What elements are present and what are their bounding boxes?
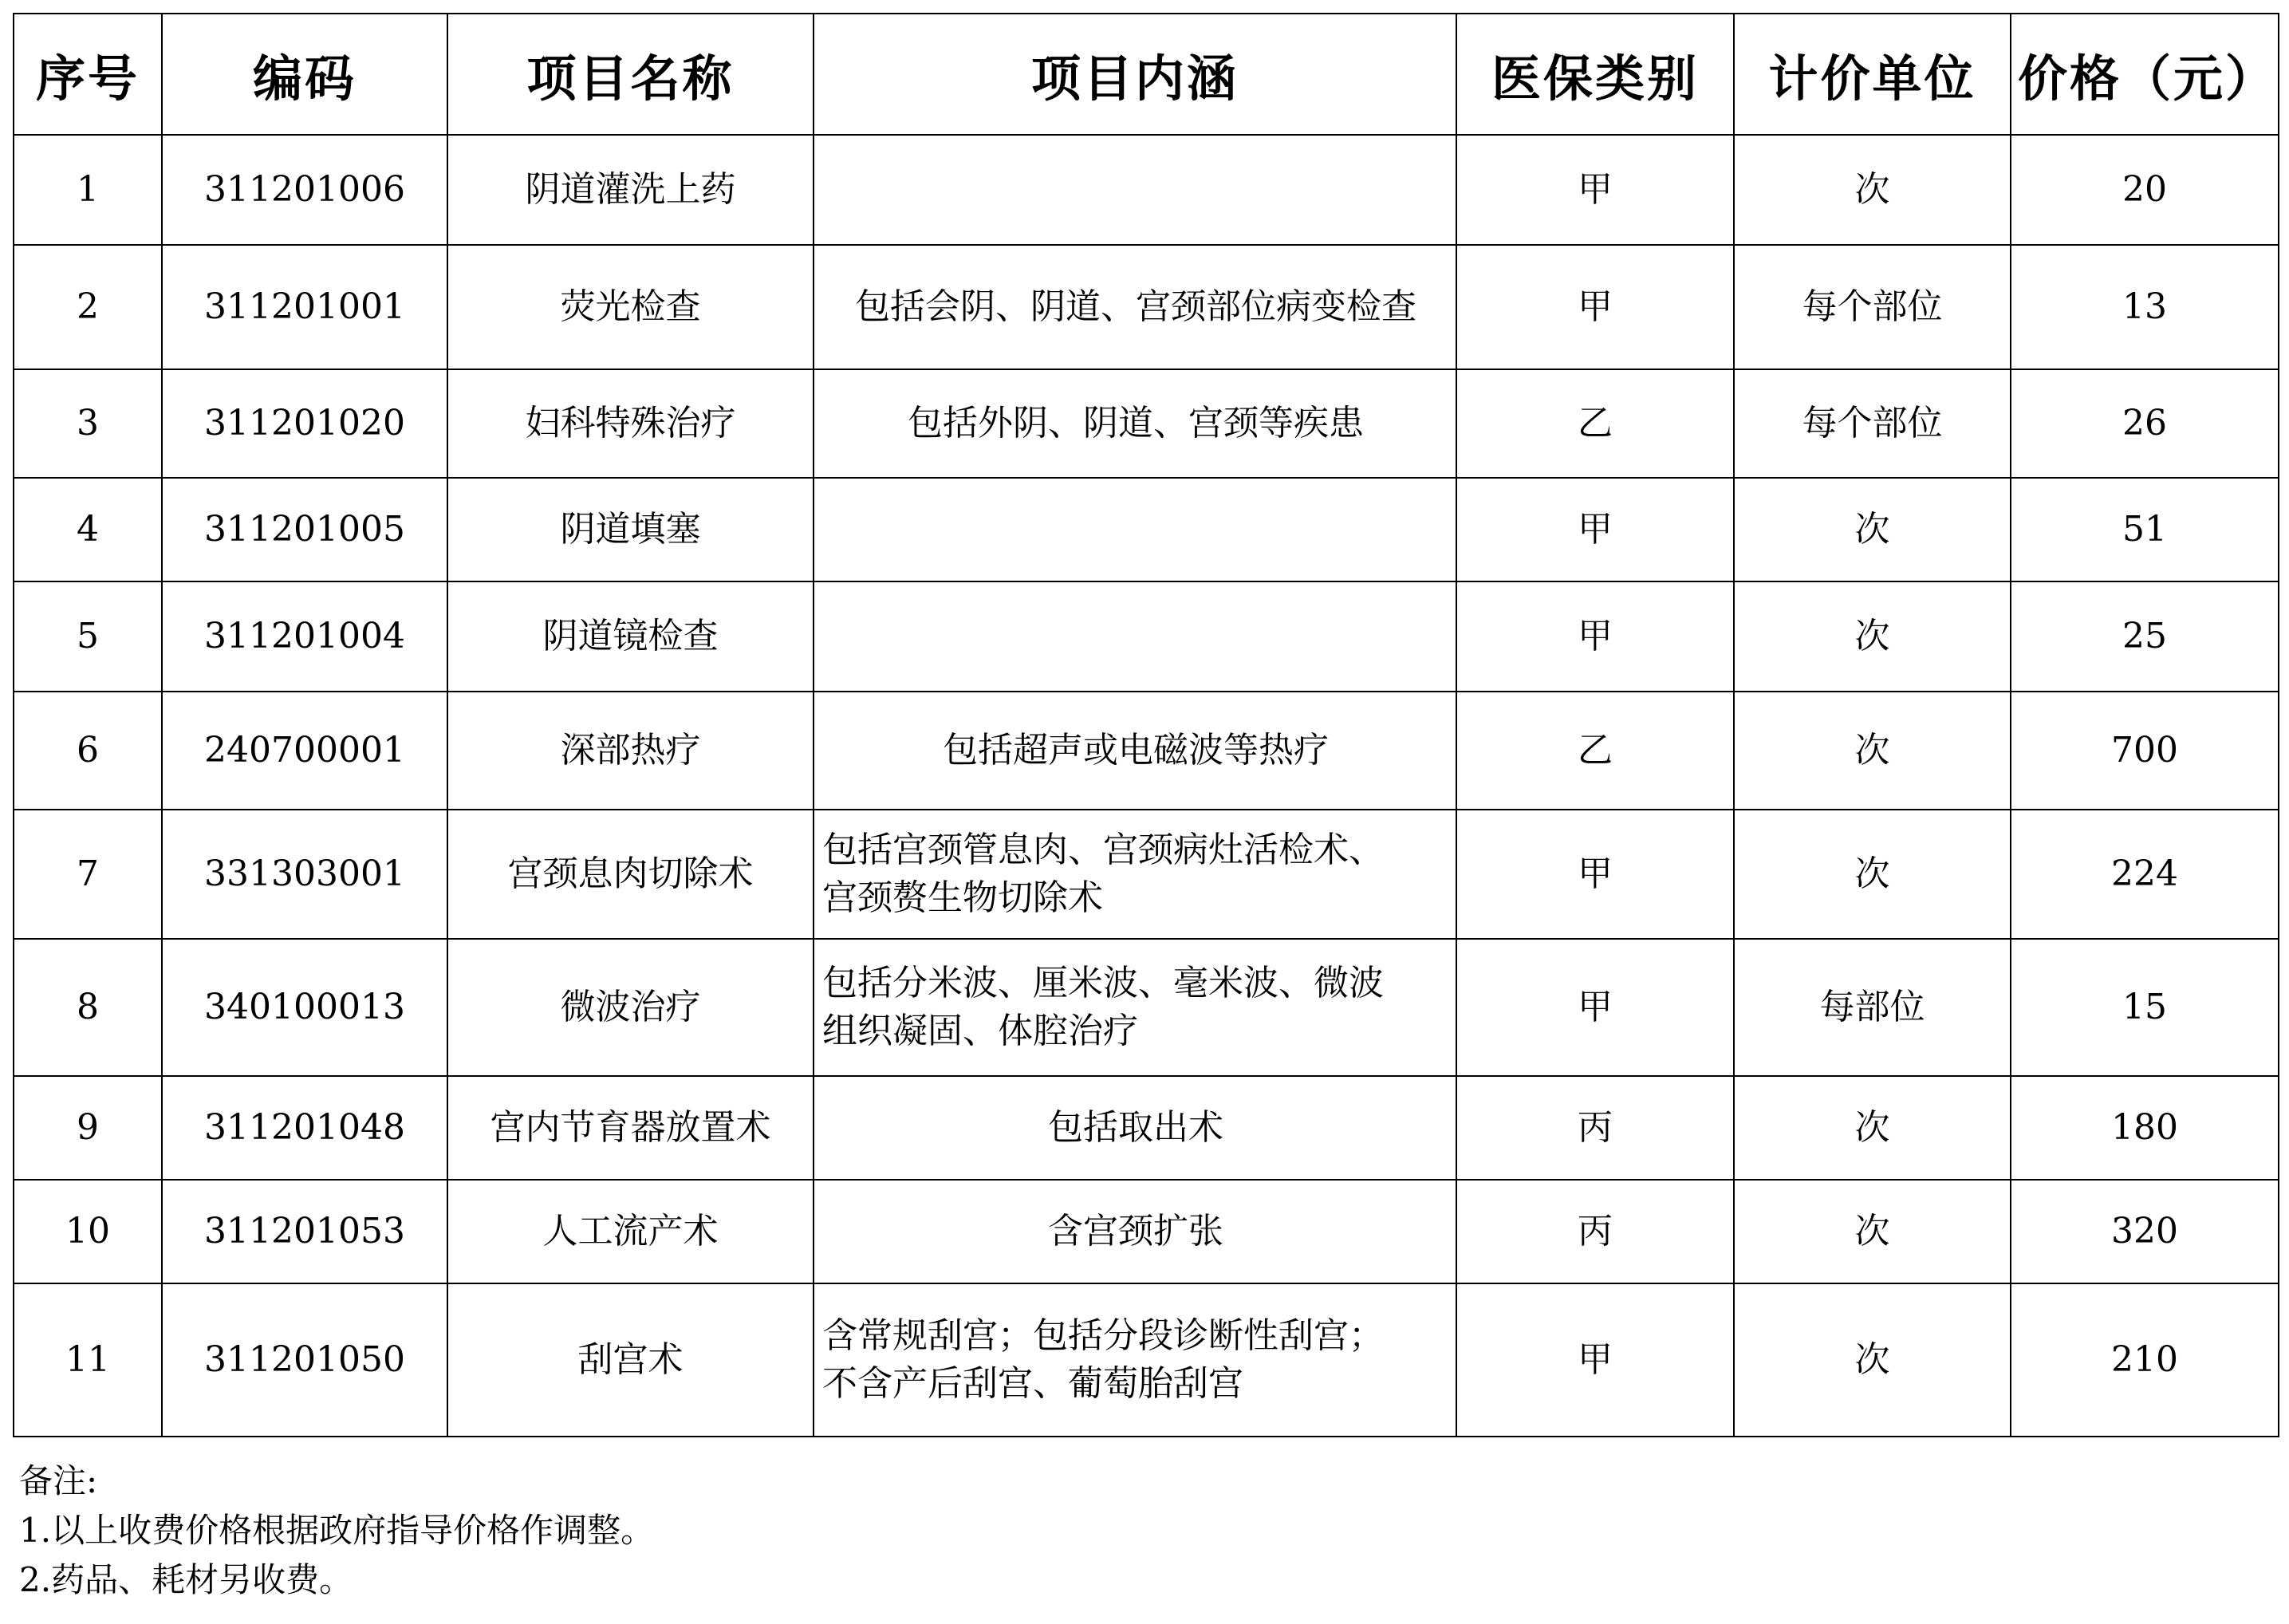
table-row [14, 581, 2279, 692]
cell-insurance-category: 甲 [1456, 810, 1734, 939]
cell-insurance-category: 甲 [1456, 478, 1734, 581]
cell-seq: 4 [14, 478, 162, 581]
header-insurance-category: 医保类别 [1456, 14, 1734, 135]
cell-item-content [814, 692, 1456, 810]
header-pricing-unit: 计价单位 [1734, 14, 2011, 135]
cell-pricing-unit: 次 [1734, 1283, 2011, 1437]
table-row [14, 478, 2279, 581]
content-line: 含宫颈扩张 [1048, 1211, 1223, 1252]
content-line: 包括外阴、阴道、宫颈等疾患 [908, 403, 1364, 443]
fee-sheet [13, 13, 2278, 1437]
cell-seq: 2 [14, 245, 162, 369]
cell-seq: 11 [14, 1283, 162, 1437]
content-line: 包括宫颈管息肉、宫颈病灶活检术、 [822, 830, 1384, 870]
cell-price: 13 [2011, 245, 2279, 369]
cell-pricing-unit: 每个部位 [1734, 369, 2011, 478]
cell-code: 311201050 [162, 1283, 447, 1437]
cell-item-name: 人工流产术 [447, 1180, 814, 1283]
cell-pricing-unit: 每部位 [1734, 939, 2011, 1076]
cell-item-content [814, 369, 1456, 478]
table-row [14, 369, 2279, 478]
content-line: 包括会阴、阴道、宫颈部位病变检查 [855, 286, 1416, 327]
cell-item-name: 宫内节育器放置术 [447, 1076, 814, 1180]
cell-item-name: 阴道灌洗上药 [447, 135, 814, 245]
header-item-content: 项目内涵 [814, 14, 1456, 135]
cell-code: 311201053 [162, 1180, 447, 1283]
cell-item-name: 微波治疗 [447, 939, 814, 1076]
table-row [14, 692, 2279, 810]
cell-item-content [814, 1076, 1456, 1180]
cell-insurance-category: 乙 [1456, 692, 1734, 810]
cell-item-name: 阴道填塞 [447, 478, 814, 581]
cell-seq: 9 [14, 1076, 162, 1180]
cell-seq: 1 [14, 135, 162, 245]
cell-item-name: 阴道镜检查 [447, 581, 814, 692]
header-row [14, 14, 2279, 135]
notes [19, 1456, 654, 1605]
cell-insurance-category: 甲 [1456, 245, 1734, 369]
cell-item-name: 妇科特殊治疗 [447, 369, 814, 478]
cell-seq: 6 [14, 692, 162, 810]
cell-item-content [814, 939, 1456, 1076]
cell-price: 224 [2011, 810, 2279, 939]
cell-seq: 10 [14, 1180, 162, 1283]
header-seq: 序号 [14, 14, 162, 135]
table-row [14, 1180, 2279, 1283]
cell-price: 20 [2011, 135, 2279, 245]
cell-item-name: 宫颈息肉切除术 [447, 810, 814, 939]
cell-item-name: 刮宫术 [447, 1283, 814, 1437]
cell-price: 210 [2011, 1283, 2279, 1437]
cell-code: 311201048 [162, 1076, 447, 1180]
table-row [14, 245, 2279, 369]
cell-price: 180 [2011, 1076, 2279, 1180]
header-code: 编码 [162, 14, 447, 135]
cell-seq: 3 [14, 369, 162, 478]
cell-item-name: 深部热疗 [447, 692, 814, 810]
cell-price: 25 [2011, 581, 2279, 692]
cell-item-content [814, 135, 1456, 245]
cell-item-content [814, 581, 1456, 692]
cell-insurance-category: 甲 [1456, 581, 1734, 692]
content-line: 包括取出术 [1048, 1107, 1223, 1148]
cell-code: 331303001 [162, 810, 447, 939]
header-price: 价格（元） [2011, 14, 2279, 135]
content-line: 宫颈赘生物切除术 [822, 877, 1103, 918]
cell-pricing-unit: 次 [1734, 478, 2011, 581]
cell-price: 320 [2011, 1180, 2279, 1283]
content-line: 不含产后刮宫、葡萄胎刮宫 [822, 1363, 1243, 1404]
cell-item-content [814, 1283, 1456, 1437]
cell-insurance-category: 乙 [1456, 369, 1734, 478]
cell-code: 311201020 [162, 369, 447, 478]
note-item-2: 2.药品、耗材另收费。 [19, 1560, 353, 1599]
cell-price: 700 [2011, 692, 2279, 810]
content-line: 包括超声或电磁波等热疗 [943, 730, 1329, 771]
cell-seq: 8 [14, 939, 162, 1076]
cell-item-content [814, 478, 1456, 581]
cell-code: 311201005 [162, 478, 447, 581]
content-line: 含常规刮宫；包括分段诊断性刮宫； [822, 1315, 1384, 1356]
cell-item-name: 荧光检查 [447, 245, 814, 369]
header-item-name: 项目名称 [447, 14, 814, 135]
cell-seq: 5 [14, 581, 162, 692]
cell-item-content [814, 1180, 1456, 1283]
cell-price: 51 [2011, 478, 2279, 581]
cell-insurance-category: 甲 [1456, 1283, 1734, 1437]
cell-pricing-unit: 次 [1734, 1076, 2011, 1180]
notes-title: 备注: [19, 1461, 98, 1500]
cell-pricing-unit: 每个部位 [1734, 245, 2011, 369]
table-body [14, 135, 2279, 1437]
cell-seq: 7 [14, 810, 162, 939]
table-row [14, 135, 2279, 245]
cell-insurance-category: 丙 [1456, 1180, 1734, 1283]
table-row [14, 1076, 2279, 1180]
table-row [14, 939, 2279, 1076]
cell-item-content [814, 810, 1456, 939]
cell-code: 311201006 [162, 135, 447, 245]
cell-pricing-unit: 次 [1734, 581, 2011, 692]
table-row [14, 1283, 2279, 1437]
note-item-1: 1.以上收费价格根据政府指导价格作调整。 [19, 1511, 655, 1550]
fee-table [13, 13, 2279, 1437]
cell-code: 340100013 [162, 939, 447, 1076]
cell-insurance-category: 甲 [1456, 135, 1734, 245]
content-line: 组织凝固、体腔治疗 [822, 1011, 1138, 1051]
cell-pricing-unit: 次 [1734, 810, 2011, 939]
cell-price: 26 [2011, 369, 2279, 478]
cell-pricing-unit: 次 [1734, 692, 2011, 810]
cell-insurance-category: 甲 [1456, 939, 1734, 1076]
cell-insurance-category: 丙 [1456, 1076, 1734, 1180]
cell-code: 311201001 [162, 245, 447, 369]
cell-pricing-unit: 次 [1734, 135, 2011, 245]
table-row [14, 810, 2279, 939]
cell-code: 311201004 [162, 581, 447, 692]
cell-code: 240700001 [162, 692, 447, 810]
content-line: 包括分米波、厘米波、毫米波、微波 [822, 963, 1384, 1003]
cell-item-content [814, 245, 1456, 369]
cell-pricing-unit: 次 [1734, 1180, 2011, 1283]
cell-price: 15 [2011, 939, 2279, 1076]
